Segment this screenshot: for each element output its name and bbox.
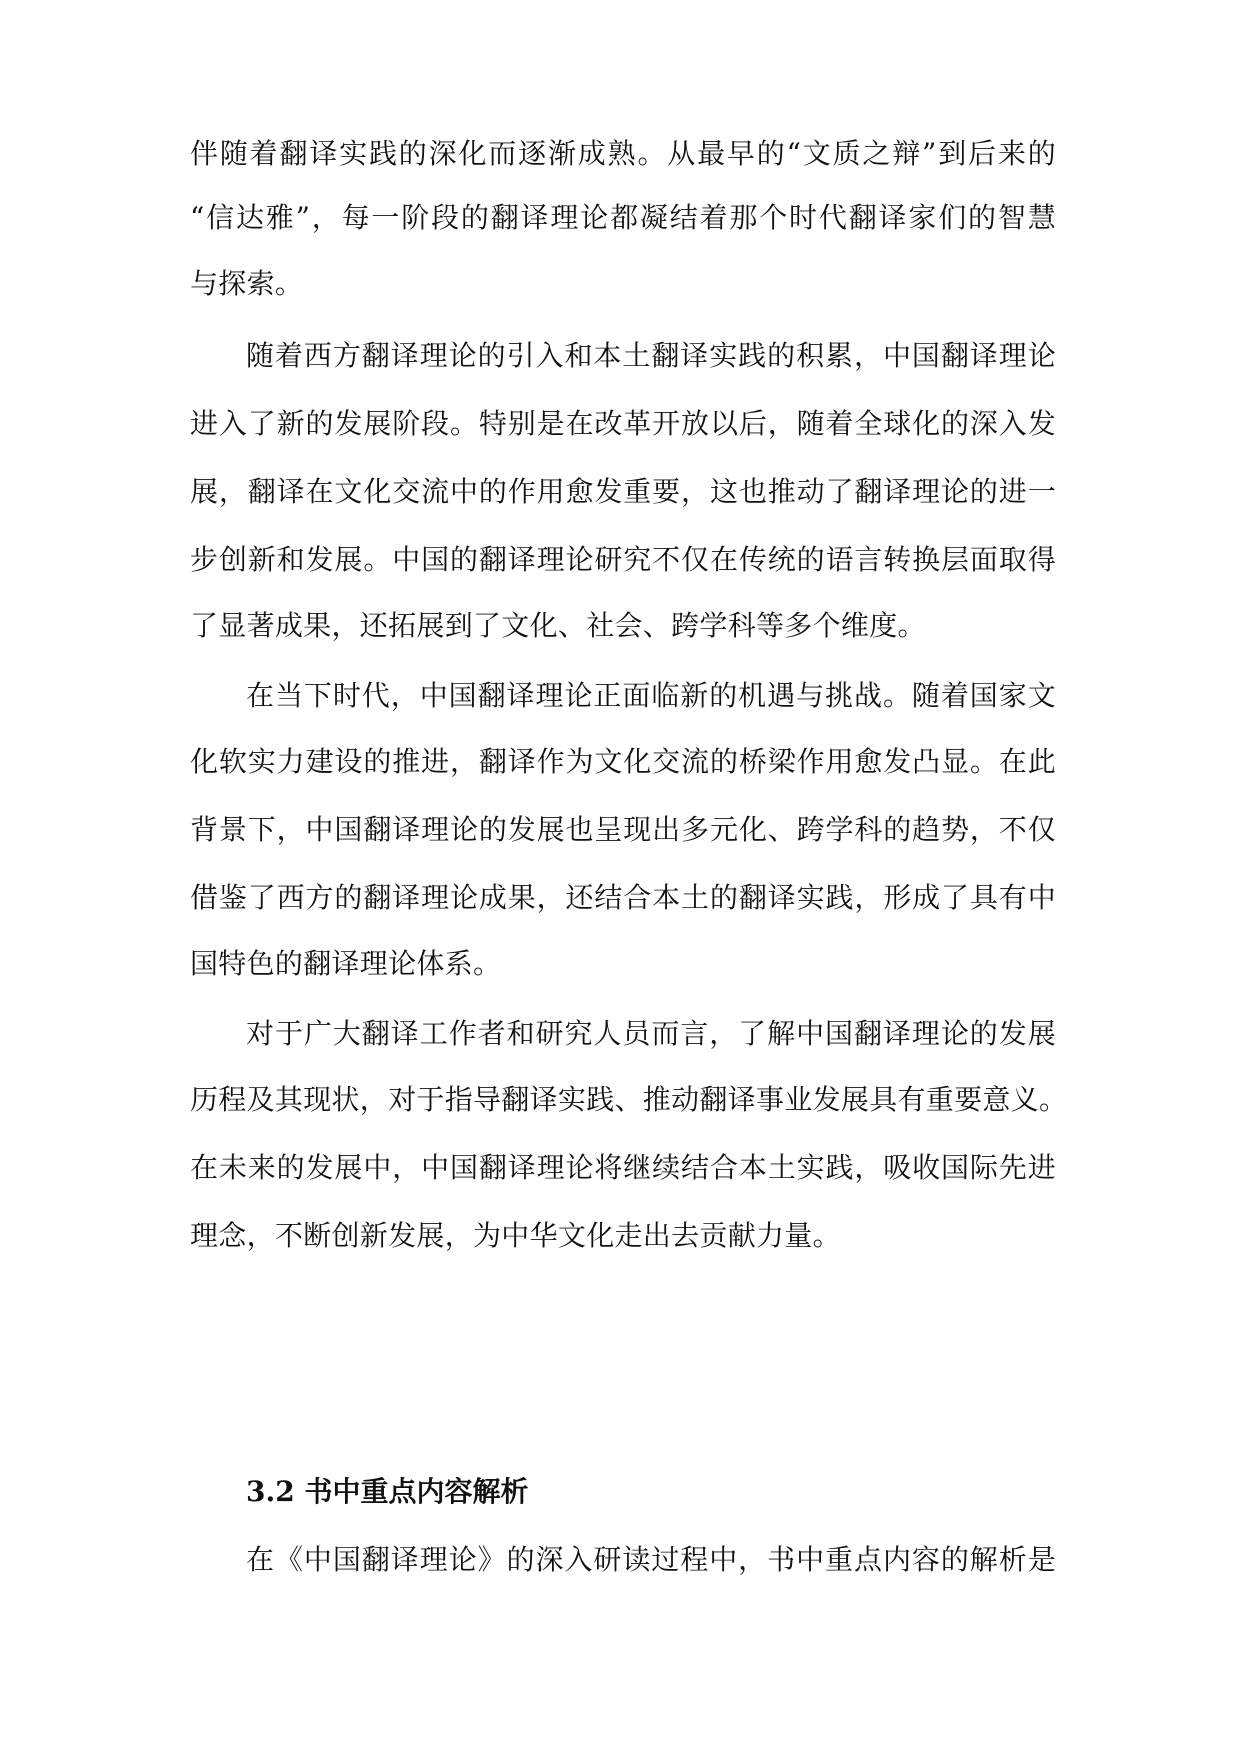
- paragraph-1-line-3: 与探索。: [190, 267, 304, 300]
- paragraph-4-line-1: 对于广大翻译工作者和研究人员而言，了解中国翻译理论的发展: [246, 1017, 1056, 1050]
- paragraph-3-line-1: 在当下时代，中国翻译理论正面临新的机遇与挑战。随着国家文: [246, 679, 1056, 712]
- paragraph-3-line-5: 国特色的翻译理论体系。: [190, 947, 502, 980]
- section-heading: 3.2 书中重点内容解析: [246, 1475, 529, 1508]
- paragraph-2-line-2: 进入了新的发展阶段。特别是在改革开放以后，随着全球化的深入发: [190, 407, 1056, 440]
- paragraph-3-line-2: 化软实力建设的推进，翻译作为文化交流的桥梁作用愈发凸显。在此: [190, 745, 1056, 778]
- section-paragraph-line-1: 在《中国翻译理论》的深入研读过程中，书中重点内容的解析是: [246, 1543, 1056, 1576]
- paragraph-1-line-1: 伴随着翻译实践的深化而逐渐成熟。从最早的“文质之辩”到后来的: [190, 137, 1056, 170]
- paragraph-2-line-1: 随着西方翻译理论的引入和本土翻译实践的积累，中国翻译理论: [246, 339, 1056, 372]
- paragraph-4-line-4: 理念，不断创新发展，为中华文化走出去贡献力量。: [190, 1219, 841, 1252]
- paragraph-1-line-2: “信达雅”，每一阶段的翻译理论都凝结着那个时代翻译家们的智慧: [190, 201, 1056, 234]
- paragraph-2-line-5: 了显著成果，还拓展到了文化、社会、跨学科等多个维度。: [190, 609, 926, 642]
- paragraph-4-line-2: 历程及其现状，对于指导翻译实践、推动翻译事业发展具有重要意义。: [190, 1083, 1068, 1116]
- paragraph-2-line-3: 展，翻译在文化交流中的作用愈发重要，这也推动了翻译理论的进一: [190, 475, 1056, 508]
- paragraph-2-line-4: 步创新和发展。中国的翻译理论研究不仅在传统的语言转换层面取得: [190, 543, 1056, 576]
- paragraph-4-line-3: 在未来的发展中，中国翻译理论将继续结合本土实践，吸收国际先进: [190, 1151, 1056, 1184]
- paragraph-3-line-3: 背景下，中国翻译理论的发展也呈现出多元化、跨学科的趋势，不仅: [190, 813, 1056, 846]
- paragraph-3-line-4: 借鉴了西方的翻译理论成果，还结合本土的翻译实践，形成了具有中: [190, 881, 1056, 914]
